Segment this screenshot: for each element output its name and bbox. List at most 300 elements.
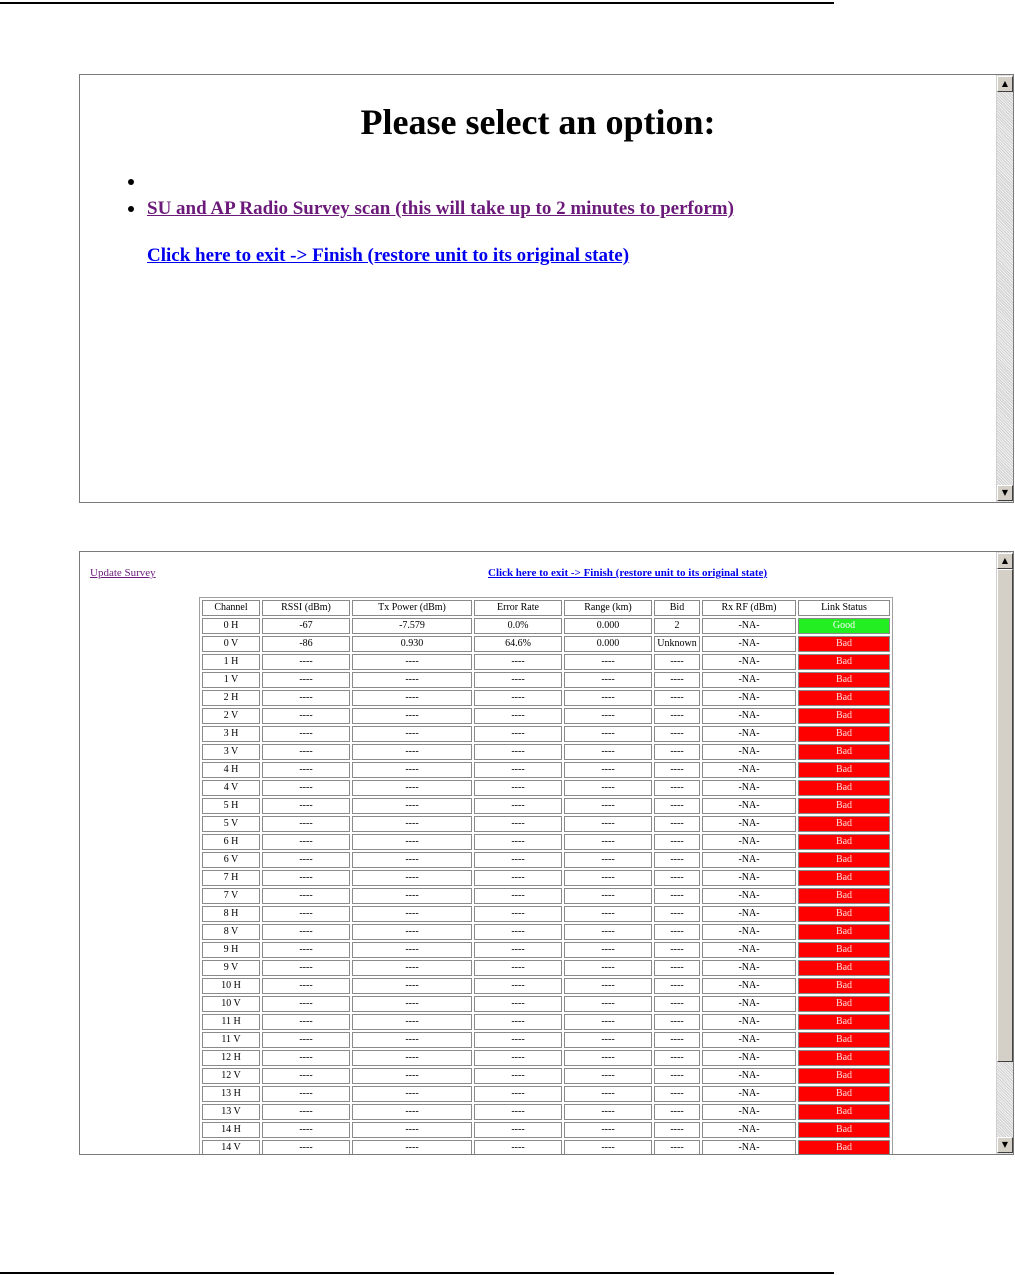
cell-bid: ---- [654,1032,700,1048]
cell-link-status: Good [798,618,890,634]
cell-rssi: ---- [262,726,350,742]
cell-bid: ---- [654,744,700,760]
cell-link-status: Bad [798,690,890,706]
scroll-up-arrow-icon[interactable]: ▲ [997,76,1013,92]
cell-channel: 12 V [202,1068,260,1084]
table-row [202,708,890,724]
cell-tx-power: ---- [352,780,472,796]
table-row [202,780,890,796]
cell-range: ---- [564,870,652,886]
table-row [202,618,890,634]
cell-range: ---- [564,1014,652,1030]
table-row [202,1068,890,1084]
cell-rx-rf: -NA- [702,834,796,850]
cell-rx-rf: -NA- [702,960,796,976]
cell-error-rate: ---- [474,906,562,922]
cell-channel: 1 V [202,672,260,688]
cell-tx-power: ---- [352,906,472,922]
cell-tx-power: ---- [352,762,472,778]
cell-bid: ---- [654,888,700,904]
cell-error-rate: 0.0% [474,618,562,634]
table-row [202,924,890,940]
cell-tx-power: ---- [352,1014,472,1030]
cell-tx-power: -7.579 [352,618,472,634]
cell-bid: ---- [654,906,700,922]
cell-range: ---- [564,1104,652,1120]
cell-rssi: ---- [262,762,350,778]
cell-rx-rf: -NA- [702,870,796,886]
cell-tx-power: ---- [352,1050,472,1066]
cell-range: ---- [564,708,652,724]
cell-channel: 8 V [202,924,260,940]
cell-rx-rf: -NA- [702,654,796,670]
cell-channel: 10 V [202,996,260,1012]
survey-table [199,597,893,1155]
cell-link-status: Bad [798,1068,890,1084]
table-row [202,1140,890,1155]
cell-tx-power: ---- [352,690,472,706]
cell-error-rate: ---- [474,960,562,976]
cell-rx-rf: -NA- [702,762,796,778]
cell-range: ---- [564,690,652,706]
vertical-scrollbar[interactable] [996,75,1013,502]
cell-range: ---- [564,852,652,868]
cell-rssi: ---- [262,672,350,688]
cell-tx-power: ---- [352,816,472,832]
cell-range: ---- [564,816,652,832]
cell-tx-power: ---- [352,1122,472,1138]
cell-link-status: Bad [798,906,890,922]
cell-rssi: ---- [262,996,350,1012]
cell-rssi: ---- [262,816,350,832]
cell-bid: 2 [654,618,700,634]
bottom-rule [0,1272,834,1274]
cell-range: ---- [564,996,652,1012]
cell-rx-rf: -NA- [702,708,796,724]
cell-channel: 14 V [202,1140,260,1155]
cell-rssi: ---- [262,1050,350,1066]
cell-rssi: ---- [262,834,350,850]
cell-link-status: Bad [798,852,890,868]
cell-tx-power: ---- [352,726,472,742]
cell-channel: 0 H [202,618,260,634]
cell-link-status: Bad [798,1032,890,1048]
cell-channel: 6 H [202,834,260,850]
options-list [128,171,734,225]
cell-rx-rf: -NA- [702,852,796,868]
cell-rx-rf: -NA- [702,1014,796,1030]
cell-tx-power: ---- [352,924,472,940]
cell-rssi: ---- [262,708,350,724]
cell-link-status: Bad [798,636,890,652]
cell-error-rate: ---- [474,852,562,868]
cell-tx-power: ---- [352,708,472,724]
cell-rx-rf: -NA- [702,744,796,760]
cell-tx-power: ---- [352,960,472,976]
table-row [202,942,890,958]
cell-rssi: ---- [262,798,350,814]
cell-link-status: Bad [798,834,890,850]
cell-range: ---- [564,762,652,778]
cell-range: ---- [564,834,652,850]
cell-rssi: ---- [262,690,350,706]
cell-range: ---- [564,906,652,922]
cell-rx-rf: -NA- [702,672,796,688]
cell-error-rate: ---- [474,798,562,814]
cell-range: ---- [564,978,652,994]
cell-error-rate: ---- [474,780,562,796]
cell-channel: 7 V [202,888,260,904]
cell-channel: 4 V [202,780,260,796]
table-header-row [202,600,890,616]
cell-rssi: ---- [262,924,350,940]
cell-range: ---- [564,1086,652,1102]
cell-range: ---- [564,726,652,742]
list-item [128,171,734,198]
cell-rx-rf: -NA- [702,888,796,904]
cell-rx-rf: -NA- [702,1086,796,1102]
cell-link-status: Bad [798,942,890,958]
cell-link-status: Bad [798,870,890,886]
cell-error-rate: ---- [474,1032,562,1048]
cell-rssi: -86 [262,636,350,652]
cell-channel: 2 H [202,690,260,706]
column-header-link-status: Link Status [798,600,890,616]
cell-tx-power: ---- [352,870,472,886]
cell-bid: ---- [654,978,700,994]
cell-error-rate: ---- [474,924,562,940]
cell-rx-rf: -NA- [702,1122,796,1138]
cell-error-rate: ---- [474,672,562,688]
list-item [128,198,734,225]
column-header-tx-power: Tx Power (dBm) [352,600,472,616]
cell-range: ---- [564,744,652,760]
cell-link-status: Bad [798,1104,890,1120]
cell-error-rate: ---- [474,1068,562,1084]
cell-error-rate: ---- [474,1122,562,1138]
cell-link-status: Bad [798,672,890,688]
cell-rx-rf: -NA- [702,636,796,652]
cell-error-rate: ---- [474,1086,562,1102]
cell-link-status: Bad [798,762,890,778]
cell-error-rate: 64.6% [474,636,562,652]
cell-link-status: Bad [798,978,890,994]
cell-rx-rf: -NA- [702,690,796,706]
cell-error-rate: ---- [474,1050,562,1066]
cell-link-status: Bad [798,1122,890,1138]
table-row [202,672,890,688]
table-row [202,834,890,850]
cell-link-status: Bad [798,888,890,904]
cell-bid: ---- [654,726,700,742]
cell-range: ---- [564,1140,652,1155]
cell-rssi: ---- [262,942,350,958]
cell-channel: 6 V [202,852,260,868]
table-row [202,726,890,742]
cell-rssi: ---- [262,978,350,994]
table-row [202,960,890,976]
cell-error-rate: ---- [474,744,562,760]
cell-error-rate: ---- [474,978,562,994]
cell-range: ---- [564,672,652,688]
cell-bid: ---- [654,1068,700,1084]
options-frame [79,74,1014,503]
scroll-down-arrow-icon[interactable]: ▼ [997,485,1013,501]
cell-error-rate: ---- [474,834,562,850]
column-header-rssi: RSSI (dBm) [262,600,350,616]
cell-error-rate: ---- [474,654,562,670]
cell-channel: 7 H [202,870,260,886]
cell-tx-power: ---- [352,1068,472,1084]
cell-rssi: ---- [262,960,350,976]
cell-channel: 9 V [202,960,260,976]
cell-link-status: Bad [798,798,890,814]
vertical-scrollbar[interactable] [996,552,1013,1154]
cell-rssi: ---- [262,744,350,760]
update-survey-link[interactable]: Update Survey [90,567,156,579]
cell-channel: 0 V [202,636,260,652]
cell-bid: ---- [654,672,700,688]
cell-rx-rf: -NA- [702,1050,796,1066]
cell-channel: 2 V [202,708,260,724]
cell-rssi: ---- [262,1104,350,1120]
cell-rssi: ---- [262,1122,350,1138]
table-row [202,1050,890,1066]
cell-link-status: Bad [798,1140,890,1155]
cell-rx-rf: -NA- [702,1140,796,1155]
cell-bid: ---- [654,1014,700,1030]
cell-range: ---- [564,654,652,670]
cell-rx-rf: -NA- [702,1068,796,1084]
cell-tx-power: ---- [352,996,472,1012]
cell-bid: ---- [654,834,700,850]
cell-rx-rf: -NA- [702,726,796,742]
cell-bid: ---- [654,960,700,976]
table-row [202,636,890,652]
table-row [202,1122,890,1138]
cell-rssi: ---- [262,780,350,796]
cell-rx-rf: -NA- [702,942,796,958]
scroll-down-arrow-icon[interactable]: ▼ [997,1137,1013,1153]
cell-tx-power: ---- [352,978,472,994]
cell-range: ---- [564,780,652,796]
cell-link-status: Bad [798,816,890,832]
table-row [202,978,890,994]
cell-link-status: Bad [798,744,890,760]
cell-error-rate: ---- [474,888,562,904]
cell-rssi: ---- [262,870,350,886]
table-row [202,996,890,1012]
cell-range: ---- [564,960,652,976]
cell-bid: ---- [654,1140,700,1155]
cell-channel: 13 V [202,1104,260,1120]
cell-rx-rf: -NA- [702,1104,796,1120]
table-row [202,690,890,706]
cell-link-status: Bad [798,996,890,1012]
cell-rssi: ---- [262,1068,350,1084]
cell-error-rate: ---- [474,1104,562,1120]
table-row [202,798,890,814]
table-row [202,1086,890,1102]
cell-error-rate: ---- [474,708,562,724]
table-row [202,1014,890,1030]
cell-link-status: Bad [798,726,890,742]
cell-channel: 11 H [202,1014,260,1030]
table-row [202,852,890,868]
cell-error-rate: ---- [474,942,562,958]
cell-bid: ---- [654,1104,700,1120]
cell-link-status: Bad [798,654,890,670]
cell-bid: ---- [654,870,700,886]
cell-rssi: ---- [262,1014,350,1030]
cell-tx-power: ---- [352,834,472,850]
cell-tx-power: 0.930 [352,636,472,652]
cell-channel: 14 H [202,1122,260,1138]
cell-rx-rf: -NA- [702,906,796,922]
cell-bid: ---- [654,816,700,832]
cell-error-rate: ---- [474,870,562,886]
cell-link-status: Bad [798,924,890,940]
cell-tx-power: ---- [352,942,472,958]
cell-channel: 9 H [202,942,260,958]
cell-channel: 5 H [202,798,260,814]
cell-bid: ---- [654,1122,700,1138]
cell-error-rate: ---- [474,726,562,742]
cell-tx-power: ---- [352,852,472,868]
scrollbar-thumb[interactable] [997,569,1013,1062]
table-row [202,816,890,832]
cell-tx-power: ---- [352,744,472,760]
table-row [202,744,890,760]
column-header-channel: Channel [202,600,260,616]
cell-rssi: ---- [262,852,350,868]
table-row [202,888,890,904]
cell-range: ---- [564,1032,652,1048]
table-row [202,1032,890,1048]
cell-channel: 11 V [202,1032,260,1048]
cell-rx-rf: -NA- [702,780,796,796]
table-row [202,762,890,778]
cell-range: ---- [564,924,652,940]
cell-link-status: Bad [798,1086,890,1102]
cell-link-status: Bad [798,780,890,796]
cell-tx-power: ---- [352,888,472,904]
cell-bid: ---- [654,780,700,796]
cell-tx-power: ---- [352,1086,472,1102]
cell-bid: ---- [654,996,700,1012]
column-header-rx-rf: Rx RF (dBm) [702,600,796,616]
cell-range: ---- [564,888,652,904]
survey-frame [79,551,1014,1155]
cell-link-status: Bad [798,960,890,976]
exit-finish-link[interactable]: Click here to exit -> Finish (restore unit to its original state) [488,567,768,579]
cell-channel: 8 H [202,906,260,922]
cell-range: 0.000 [564,636,652,652]
cell-rssi: -67 [262,618,350,634]
cell-bid: ---- [654,852,700,868]
cell-range: ---- [564,798,652,814]
table-row [202,870,890,886]
cell-tx-power: ---- [352,1104,472,1120]
cell-channel: 12 H [202,1050,260,1066]
cell-bid: ---- [654,798,700,814]
cell-bid: ---- [654,1086,700,1102]
cell-rx-rf: -NA- [702,1032,796,1048]
cell-channel: 4 H [202,762,260,778]
cell-bid: ---- [654,1050,700,1066]
cell-rx-rf: -NA- [702,798,796,814]
radio-survey-scan-link[interactable]: SU and AP Radio Survey scan (this will take up to 2 minutes to perform) [147,198,734,219]
scroll-up-arrow-icon[interactable]: ▲ [997,553,1013,569]
cell-bid: ---- [654,690,700,706]
cell-rx-rf: -NA- [702,618,796,634]
cell-link-status: Bad [798,708,890,724]
cell-tx-power: ---- [352,798,472,814]
cell-range: ---- [564,942,652,958]
column-header-range: Range (km) [564,600,652,616]
column-header-bid: Bid [654,600,700,616]
cell-range: 0.000 [564,618,652,634]
cell-bid: ---- [654,942,700,958]
cell-bid: ---- [654,654,700,670]
bullet-icon [128,179,134,185]
cell-channel: 13 H [202,1086,260,1102]
cell-channel: 3 V [202,744,260,760]
bullet-icon [128,206,134,212]
cell-bid: ---- [654,708,700,724]
cell-rssi: ---- [262,888,350,904]
survey-table-body [202,618,890,1155]
cell-error-rate: ---- [474,816,562,832]
cell-bid: Unknown [654,636,700,652]
column-header-error-rate: Error Rate [474,600,562,616]
top-rule [0,2,834,4]
cell-range: ---- [564,1068,652,1084]
cell-rssi: ---- [262,1086,350,1102]
cell-tx-power: ---- [352,1032,472,1048]
cell-bid: ---- [654,924,700,940]
cell-link-status: Bad [798,1014,890,1030]
cell-rssi: ---- [262,654,350,670]
cell-error-rate: ---- [474,762,562,778]
cell-error-rate: ---- [474,996,562,1012]
page-title: Please select an option: [360,102,716,142]
table-row [202,654,890,670]
cell-rx-rf: -NA- [702,924,796,940]
cell-channel: 1 H [202,654,260,670]
cell-error-rate: ---- [474,1014,562,1030]
cell-rx-rf: -NA- [702,996,796,1012]
cell-rssi: ---- [262,1140,350,1155]
cell-rx-rf: -NA- [702,816,796,832]
cell-rx-rf: -NA- [702,978,796,994]
cell-channel: 10 H [202,978,260,994]
cell-tx-power: ---- [352,654,472,670]
table-row [202,1104,890,1120]
cell-bid: ---- [654,762,700,778]
cell-channel: 3 H [202,726,260,742]
cell-link-status: Bad [798,1050,890,1066]
exit-finish-link[interactable]: Click here to exit -> Finish (restore unit to its original state) [147,245,630,266]
cell-range: ---- [564,1050,652,1066]
cell-channel: 5 V [202,816,260,832]
table-row [202,906,890,922]
cell-tx-power: ---- [352,672,472,688]
cell-rssi: ---- [262,1032,350,1048]
cell-range: ---- [564,1122,652,1138]
cell-rssi: ---- [262,906,350,922]
cell-error-rate: ---- [474,690,562,706]
